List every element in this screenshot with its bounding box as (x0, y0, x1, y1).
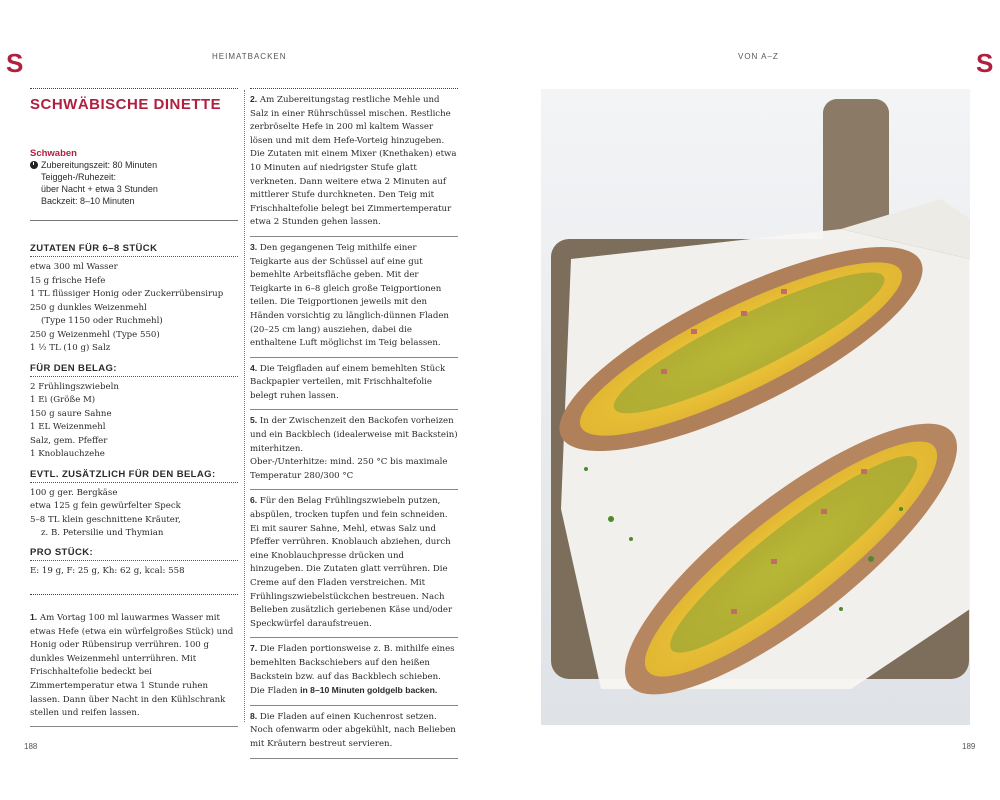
step-highlight: in 8–10 Minuten goldgelb backen. (300, 685, 438, 696)
list-item: 15 g frische Hefe (30, 275, 106, 286)
step-4 (250, 358, 458, 411)
clock-icon (30, 161, 38, 169)
list-item: 1 Knoblauchzehe (30, 449, 105, 459)
recipe-title: SCHWÄBISCHE DINETTE (30, 96, 222, 113)
ingredients-heading: ZUTATEN FÜR 6–8 STÜCK (30, 243, 238, 257)
step-6 (250, 490, 458, 638)
ingredient-list (30, 261, 238, 356)
list-item: z. B. Petersilie und Thymian (41, 528, 164, 538)
rest-time-value: über Nacht + etwa 3 Stunden (41, 184, 158, 194)
bake-time: Backzeit: 8–10 Minuten (41, 196, 135, 206)
nutrition-heading: PRO STÜCK: (30, 547, 238, 561)
step-text: In der Zwischenzeit den Backofen vorheizen und ein Backblech (idealerweise mit Backstein) miterhitzen. (250, 416, 458, 454)
oven-temperature: Ober-/Unterhitze: mind. 250 °C bis maximale Temperatur 280/300 °C (250, 457, 448, 481)
section-letter-right: S (976, 48, 994, 78)
step-5 (250, 410, 458, 490)
step-number: 7. (250, 643, 258, 654)
list-item: 1 Ei (Größe M) (30, 395, 96, 405)
list-item: Salz, gem. Pfeffer (30, 435, 108, 446)
running-head-right: VON A–Z (738, 52, 779, 61)
step-number: 8. (250, 710, 258, 721)
ingredients-column (30, 88, 238, 727)
step-2 (250, 89, 458, 237)
step-1 (30, 611, 238, 727)
step-text: Den gegangenen Teig mithilfe einer Teigkarte aus der Schüssel auf eine gut bemehlte Arbeitsfläche geben. Mit der Teigkarte in 6–8 gleich große Teigportionen teilen. Die Teigportionen jeweils mit den Händen vorsichtig zu länglich-dünnen Fladen (20–25 cm lang) ausziehen, dabei die enthaltene Luft möglichst im Teig belassen. (250, 242, 449, 349)
step-number: 2. (250, 94, 258, 104)
flatbread-illustration (541, 89, 970, 725)
column-divider (244, 90, 245, 722)
running-head-left: HEIMATBACKEN (212, 52, 287, 61)
step-text: Für den Belag Frühlingszwiebeln putzen, abspülen, trocken tupfen und fein schneiden. Ei mit saurer Sahne, Mehl, etwas Salz und Pfeffer verrühren. Knoblauch abziehen, durch eine Knoblauchpresse drücken und hinzugeben. Die Zutaten glatt verrühren. Die Creme auf den Fladen verstreichen. Mit Frühlingszwiebelstückchen bestreuen. Nach Belieben zusätzlich geriebenen Käse und/oder Speckwürfel daraufstreuen. (250, 496, 453, 629)
list-item: (Type 1150 oder Ruchmehl) (41, 316, 163, 326)
recipe-region: Schwaben (30, 148, 77, 159)
step-8 (250, 706, 458, 759)
dotted-divider (30, 88, 238, 89)
nutrition-value: E: 19 g, F: 25 g, Kh: 62 g, kcal: 558 (30, 565, 185, 576)
list-item: 250 g dunkles Weizenmehl (30, 302, 147, 313)
topping-list (30, 381, 238, 462)
time-info (30, 159, 238, 221)
page-number-right: 189 (962, 742, 976, 751)
step-text: Die Teigfladen auf einem bemehlten Stück Backpapier verteilen, mit Frischhaltefolie belegt ruhen lassen. (250, 363, 446, 401)
step-text: Die Fladen auf einen Kuchenrost setzen. Noch ofenwarm oder abgekühlt, nach Belieben mit Kräutern bestreut servieren. (250, 711, 456, 749)
step-text: Am Zubereitungstag restliche Mehle und Salz in einer Rührschüssel mischen. Restliche zerbröselte Hefe in 200 ml kaltem Wasser lösen und mit dem Hefe-Vorteig hinzugeben. Die Zutaten mit einem Mixer (Knethaken) etwa 10 Minuten auf niedrigster Stufe glatt verkneten. Dann weitere etwa 2 Minuten auf mittlerer Stufe durchkneten. Den Teig mit Frischhaltefolie belegt bei Zimmertemperatur etwa 2 Stunden gehen lassen. (250, 95, 457, 228)
page-number-left: 188 (24, 742, 38, 751)
list-item: 2 Frühlingszwiebeln (30, 381, 119, 392)
step-3 (250, 237, 458, 358)
list-item: 150 g saure Sahne (30, 408, 112, 419)
list-item: etwa 300 ml Wasser (30, 262, 118, 272)
list-item: 5–8 TL klein geschnittene Kräuter, (30, 514, 181, 525)
extra-topping-list (30, 487, 238, 541)
step-7 (250, 638, 458, 705)
step-number: 3. (250, 241, 258, 252)
recipe-photo (541, 89, 970, 725)
list-item: 1 TL flüssiger Honig oder Zuckerrübensirup (30, 289, 224, 299)
section-letter-left: S (6, 48, 24, 78)
step-number: 1. (30, 612, 38, 622)
list-item: 100 g ger. Bergkäse (30, 487, 118, 498)
step-number: 6. (250, 495, 258, 506)
extra-topping-heading: EVTL. ZUSÄTZLICH FÜR DEN BELAG: (30, 469, 238, 483)
list-item: 250 g Weizenmehl (Type 550) (30, 329, 160, 340)
step-text: Die Fladen portionsweise z. B. mithilfe eines bemehlten Backschiebers auf den heißen Backstein bzw. auf das Backblech schieben. Die Fladen (250, 644, 455, 697)
step-number: 4. (250, 362, 258, 373)
list-item: 1 ½ TL (10 g) Salz (30, 343, 111, 353)
rest-time-label: Teiggeh-/Ruhezeit: (41, 172, 117, 182)
step-number: 5. (250, 415, 258, 426)
steps-column (250, 88, 458, 759)
topping-heading: FÜR DEN BELAG: (30, 363, 238, 377)
list-item: 1 EL Weizenmehl (30, 422, 106, 432)
step-text: Am Vortag 100 ml lauwarmes Wasser mit etwas Hefe (etwa ein würfelgroßes Stück) und Honig oder Rübensirup verrühren. 100 g dunkles Weizenmehl unterrühren. Mit Frischhaltefolie bedeckt bei Zimmertemperatur etwa 1 Stunde ruhen lassen. Dann über Nacht in den Kühlschrank stellen und reifen lassen. (30, 613, 234, 719)
prep-time: Zubereitungszeit: 80 Minuten (41, 160, 158, 170)
list-item: etwa 125 g fein gewürfelter Speck (30, 501, 181, 511)
